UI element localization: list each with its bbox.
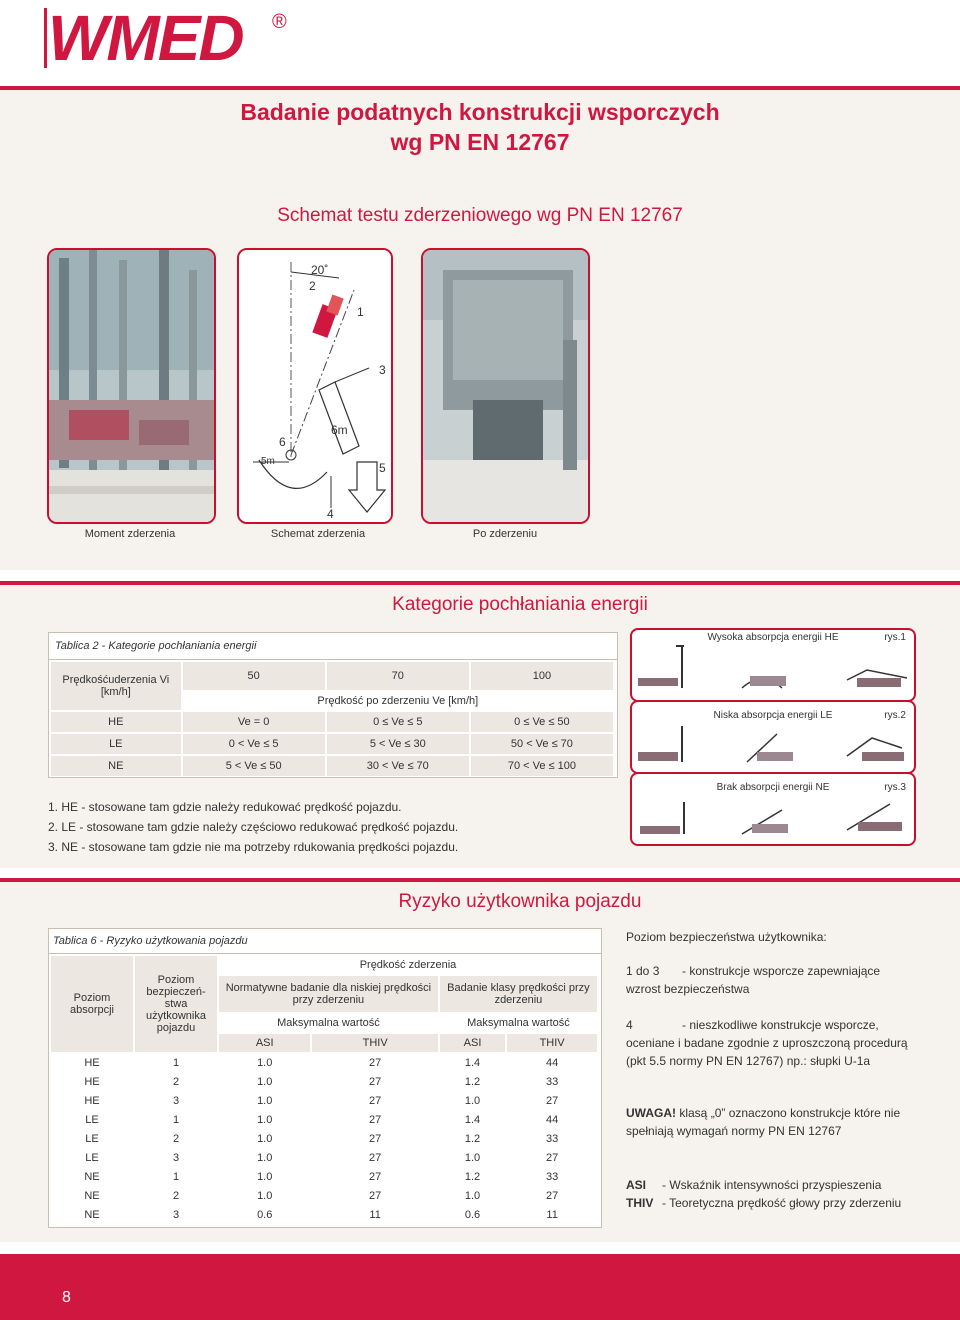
risk-cell: 1.0	[257, 1113, 273, 1126]
risk-cell: 27	[369, 1075, 382, 1088]
label-4: 4	[327, 507, 334, 521]
risk-cell: 27	[369, 1151, 382, 1164]
side-thiv	[626, 1194, 916, 1212]
energy-table	[48, 632, 618, 778]
risk-cell: 1.2	[464, 1075, 481, 1088]
note-he: 1. HE - stosowane tam gdzie należy redukować prędkość pojazdu.	[48, 800, 402, 814]
energy-cell: 0 ≤ Ve ≤ 5	[327, 712, 469, 732]
energy-cell: 5 < Ve ≤ 50	[183, 756, 325, 776]
risk-head-norm: Normatywne badanie dla niskiej prędkości przy zderzeniu	[219, 976, 438, 1012]
risk-cell: 0.6	[257, 1208, 273, 1221]
risk-head-absorb: Poziom absorpcji	[51, 956, 133, 1052]
top-rule	[0, 86, 960, 90]
label-6m: 6m	[331, 423, 348, 437]
energy-cell: 5 < Ve ≤ 30	[327, 734, 469, 754]
risk-table-row	[51, 1149, 597, 1166]
risk-cell: HE	[84, 1094, 100, 1107]
section-title-crash-test: Schemat testu zderzeniowego wg PN EN 12767	[277, 205, 683, 226]
label-5m: 5m	[261, 456, 275, 467]
figure-he	[630, 628, 916, 702]
risk-cell: 1.4	[464, 1056, 481, 1069]
caption-after-impact: Po zderzeniu	[472, 528, 538, 540]
risk-table-caption: Tablica 6 - Ryzyko użytkowania pojazdu	[53, 935, 248, 947]
figure-ne-title: Brak absorpcji energii NE	[716, 782, 830, 793]
side-p2-label: 4	[626, 1018, 633, 1032]
risk-head-max2: Maksymalna wartość	[467, 1017, 570, 1029]
energy-cell: 0 ≤ Ve ≤ 50	[471, 712, 613, 732]
risk-cell: 27	[545, 1094, 559, 1107]
page-number: 8	[62, 1289, 71, 1306]
figure-he-title: Wysoka absorpcja energii HE	[707, 632, 839, 643]
warning-text: klasą „0” oznaczono konstrukcje które nie spełniają wymagań normy PN EN 12767	[626, 1106, 901, 1138]
energy-cell: 0 < Ve ≤ 5	[183, 734, 325, 754]
energy-head-vi: Prędkośćuderzenia Vi [km/h]	[51, 662, 181, 710]
risk-cell: 1.0	[257, 1170, 273, 1183]
risk-cell: LE	[85, 1132, 99, 1145]
risk-cell: 1.4	[464, 1113, 481, 1126]
footer-bar	[0, 1254, 960, 1320]
risk-head-safety: Poziom bezpieczeń-stwa użytkownika pojazdu	[135, 956, 217, 1052]
side-p2	[626, 1016, 916, 1070]
side-warning	[626, 1104, 916, 1140]
risk-table-row	[51, 1073, 597, 1090]
note-le: 2. LE - stosowane tam gdzie należy częściowo redukować prędkość pojazdu.	[48, 820, 459, 834]
risk-cell: 27	[369, 1170, 382, 1183]
risk-table-row	[51, 1168, 597, 1185]
energy-cell: Ve = 0	[183, 712, 325, 732]
registered-mark: ®	[272, 11, 287, 33]
risk-table-body	[51, 1054, 597, 1223]
energy-subhead: Prędkość po zderzeniu Ve [km/h]	[317, 695, 479, 707]
risk-cell: 3	[172, 1208, 180, 1221]
risk-head-thiv1: THIV	[312, 1034, 437, 1052]
risk-cell: 0.6	[464, 1208, 481, 1221]
energy-cell: 50 < Ve ≤ 70	[471, 734, 613, 754]
side-heading: Poziom bezpieczeństwa użytkownika:	[626, 930, 827, 944]
risk-cell: 33	[545, 1132, 559, 1145]
section-title-risk: Ryzyko użytkownika pojazdu	[398, 891, 642, 912]
title-line-1: Badanie podatnych konstrukcji wsporczych	[240, 99, 720, 125]
risk-cell: LE	[85, 1151, 99, 1164]
figure-ne	[630, 772, 916, 846]
asi-text: - Wskaźnik intensywności przyspieszenia	[662, 1178, 882, 1192]
note-ne: 3. NE - stosowane tam gdzie nie ma potrzeby rdukowania prędkości pojazdu.	[48, 840, 459, 854]
label-6: 6	[279, 435, 286, 449]
speed-100: 100	[471, 662, 613, 690]
risk-table-row	[51, 1206, 597, 1223]
risk-cell: 2	[172, 1075, 180, 1088]
risk-cell: 1	[172, 1113, 180, 1126]
risk-cell: 3	[172, 1094, 180, 1107]
label-3: 3	[379, 363, 386, 377]
energy-row-cat: NE	[51, 756, 181, 776]
risk-head-max1: Maksymalna wartość	[277, 1017, 380, 1029]
risk-cell: 1.2	[464, 1132, 481, 1145]
photo-impact-moment	[47, 248, 216, 524]
logo-text: WMED	[48, 2, 243, 70]
risk-cell: HE	[84, 1056, 100, 1069]
risk-head-asi1: ASI	[219, 1034, 310, 1052]
risk-head-class: Badanie klasy prędkości przy zderzeniu	[440, 976, 597, 1012]
risk-head-speed: Prędkość zderzenia	[359, 959, 457, 971]
risk-cell: 1.0	[257, 1075, 273, 1088]
risk-head-thiv2: THIV	[507, 1034, 597, 1052]
risk-cell: 1.0	[464, 1151, 481, 1164]
risk-cell: 1.0	[464, 1189, 481, 1202]
risk-cell: NE	[84, 1208, 100, 1221]
risk-cell: 1	[172, 1170, 180, 1183]
side-p2-text: - nieszkodliwe konstrukcje wsporcze, oceniane i badane zgodnie z uproszczoną procedurą (pkt 5.5 normy PN EN 12767) np.: słupki U-1a	[626, 1018, 908, 1068]
risk-table-row	[51, 1092, 597, 1109]
risk-cell: NE	[84, 1170, 100, 1183]
figure-he-num: rys.1	[884, 632, 906, 643]
risk-table-row	[51, 1111, 597, 1128]
energy-cell: 70 < Ve ≤ 100	[471, 756, 613, 776]
risk-cell: 27	[369, 1113, 382, 1126]
risk-table	[48, 928, 602, 1228]
risk-cell: 33	[545, 1075, 559, 1088]
risk-table-row	[51, 1054, 597, 1071]
risk-cell: 27	[545, 1189, 559, 1202]
risk-cell: 27	[545, 1151, 559, 1164]
risk-cell: 1.0	[464, 1094, 481, 1107]
risk-cell: 27	[369, 1132, 382, 1145]
risk-cell: 27	[369, 1094, 382, 1107]
risk-cell: 27	[369, 1189, 382, 1202]
label-1: 1	[357, 305, 364, 319]
section-title-energy: Kategorie pochłaniania energii	[392, 594, 648, 615]
risk-cell: NE	[84, 1189, 100, 1202]
figure-le-num: rys.2	[884, 710, 906, 721]
speed-50: 50	[183, 662, 325, 690]
figure-le	[630, 700, 916, 774]
risk-cell: 11	[546, 1208, 558, 1221]
energy-row-cat: LE	[51, 734, 181, 754]
title-line-2: wg PN EN 12767	[390, 129, 570, 155]
photo-after-impact	[421, 248, 590, 524]
figure-le-title: Niska absorpcja energii LE	[713, 710, 833, 721]
risk-cell: 1.0	[257, 1189, 273, 1202]
risk-cell: 33	[545, 1170, 559, 1183]
risk-cell: 44	[545, 1113, 559, 1126]
energy-cell: 30 < Ve ≤ 70	[327, 756, 469, 776]
risk-cell: LE	[85, 1113, 99, 1126]
label-5: 5	[379, 461, 386, 475]
figure-ne-num: rys.3	[884, 782, 906, 793]
risk-cell: 1.0	[257, 1132, 273, 1145]
wimed-logo	[40, 2, 300, 70]
thiv-text: - Teoretyczna prędkość głowy przy zderzeniu	[662, 1196, 902, 1210]
risk-cell: 1.0	[257, 1056, 273, 1069]
label-2: 2	[309, 279, 316, 293]
risk-head-asi2: ASI	[440, 1034, 505, 1052]
page-title	[0, 97, 960, 157]
caption-diagram: Schemat zderzenia	[270, 528, 366, 540]
side-p1-label: 1 do 3	[626, 964, 660, 978]
label-angle: 20˚	[311, 263, 329, 277]
risk-cell: 3	[172, 1151, 180, 1164]
risk-cell: 11	[369, 1208, 381, 1221]
energy-table-caption: Tablica 2 - Kategorie pochłaniania energii	[55, 640, 257, 652]
warning-label: UWAGA!	[626, 1106, 676, 1120]
risk-table-row	[51, 1130, 597, 1147]
risk-cell: 2	[172, 1132, 180, 1145]
risk-cell: 1.0	[257, 1094, 273, 1107]
asi-label: ASI	[626, 1178, 647, 1192]
side-p1	[626, 962, 916, 998]
risk-cell: 1.2	[464, 1170, 481, 1183]
thiv-label: THIV	[626, 1196, 654, 1210]
crash-test-diagram	[237, 248, 393, 524]
caption-impact-moment: Moment zderzenia	[84, 528, 176, 540]
risk-cell: 1	[172, 1056, 180, 1069]
risk-cell: 44	[545, 1056, 559, 1069]
side-p1-text: - konstrukcje wsporcze zapewniające wzrost bezpieczeństwa	[626, 964, 881, 996]
side-asi	[626, 1176, 916, 1194]
risk-cell: 2	[172, 1189, 180, 1202]
risk-cell: 1.0	[257, 1151, 273, 1164]
risk-cell: 27	[369, 1056, 382, 1069]
energy-row-cat: HE	[51, 712, 181, 732]
risk-table-row	[51, 1187, 597, 1204]
risk-cell: HE	[84, 1075, 100, 1088]
speed-70: 70	[327, 662, 469, 690]
